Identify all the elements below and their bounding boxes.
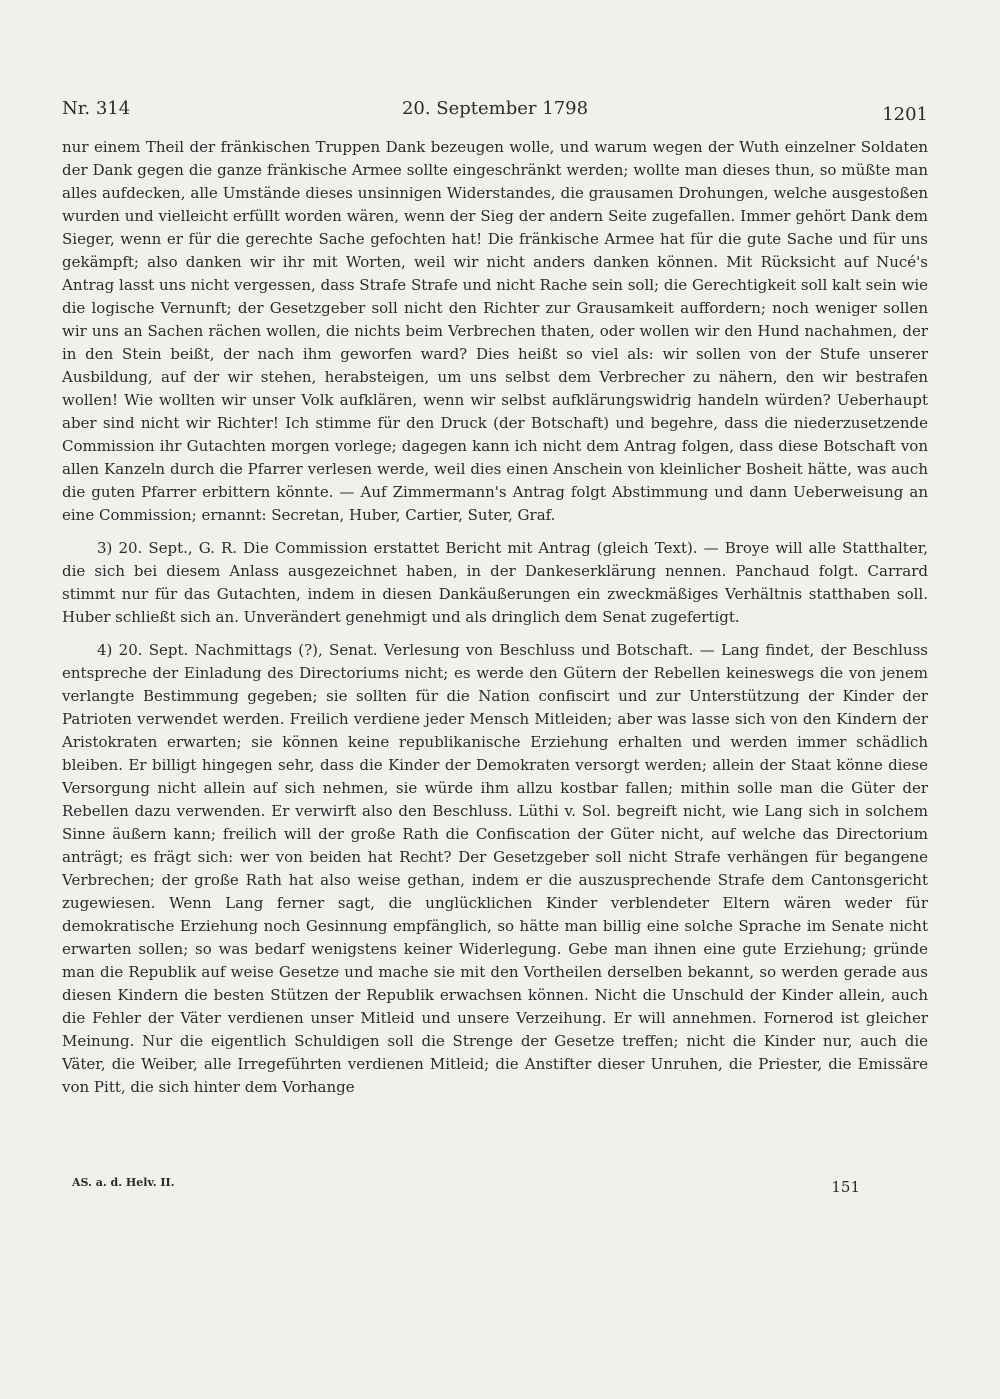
paragraph-item-4: 4) 20. Sept. Nachmittags (?), Senat. Verlesung von Beschluss und Botschaft. — Lang findet, der Beschluss entspreche der Einladung des Directoriums nicht; es werde den Gütern der Rebellen keineswegs die von jenem verlangte Bestimmung gegeben; sie sollten für die Nation confiscirt und zur Unterstützung der Kinder der Patrioten verwendet werden. Freilich verdiene jeder Mensch Mitleiden; aber was lasse sich von den Kindern der Aristokraten erwarten; sie können keine republikanische Erziehung erhalten und werden immer schädlich bleiben. Er billigt hingegen sehr, dass die Kinder der Demokraten versorgt werden; allein der Staat könne diese Versorgung nicht allein auf sich nehmen, sie würde ihm allzu kostbar fallen; mithin solle man die Güter der Rebellen dazu verwenden. Er verwirft also den Beschluss. Lüthi v. Sol. begreift nicht, wie Lang sich in solchem Sinne äußern kann; freilich will der große Rath die Confiscation der Güter nicht, auf welche das Directorium anträgt; es frägt sich: wer von beiden hat Recht? Der Gesetzgeber soll nicht Strafe verhängen für begangene Verbrechen; der große Rath hat also weise gethan, indem er die auszusprechende Strafe dem Cantonsgericht zugewiesen. Wenn Lang ferner sagt, die unglücklichen Kinder verblendeter Eltern wären weder für demokratische Erziehung noch Gesinnung empfänglich, so hätte man billig eine solche Sprache im Senate nicht erwarten sollen; so was bedarf wenigstens keiner Widerlegung. Gebe man ihnen eine gute Erziehung; gründe man die Republik auf weise Gesetze und mache sie mit den Vortheilen derselben bekannt, so werden gerade aus diesen Kindern die besten Stützen der Republik erwachsen können. Nicht die Unschuld der Kinder allein, auch die Fehler der Väter verdienen unser Mitleid und unsere Verzeihung. Er will annehmen. Fornerod ist gleicher Meinung. Nur die eigentlich Schuldigen soll die Strenge der Gesetze treffen; nicht die Kinder nur, auch die Väter, die Weiber, alle Irregeführten verdienen Mitleid; die Anstifter dieser Unruhen, die Priester, die Emissäre von Pitt, die sich hinter dem Vorhange <box>62 641 928 1096</box>
sheet-number: 151 <box>831 1178 860 1196</box>
page-number: 1201 <box>882 104 928 125</box>
running-header <box>62 98 928 126</box>
document-number: Nr. 314 <box>62 98 131 119</box>
page-footer <box>72 1168 860 1198</box>
paragraph-item-3: 3) 20. Sept., G. R. Die Commission erstattet Bericht mit Antrag (gleich Text). — Broye will alle Statthalter, die sich bei diesem Anlass ausgezeichnet haben, in der Dankeserklärung nennen. Panchaud folgt. Carrard stimmt nur für das Gutachten, indem in diesen Dankäußerungen ein zweckmäßiges Verhältnis statthaben soll. Huber schließt sich an. Unverändert genehmigt und als dringlich dem Senat zugefertigt. <box>62 539 928 626</box>
header-date: 20. September 1798 <box>401 98 589 119</box>
body-text <box>62 136 928 1099</box>
paragraph-continuation: nur einem Theil der fränkischen Truppen Dank bezeugen wolle, und warum wegen der Wuth einzelner Soldaten der Dank gegen die ganze fränkische Armee sollte eingeschränkt werden; wollte man dieses thun, so müßte man alles aufdecken, alle Umstände dieses unsinnigen Widerstandes, die grausamen Drohungen, welche ausgestoßen wurden und vielleicht erfüllt worden wären, wenn der Sieg der andern Seite zugefallen. Immer gehört Dank dem Sieger, wenn er für die gerechte Sache gefochten hat! Die fränkische Armee hat für die gute Sache und für uns gekämpft; also danken wir ihr mit Worten, weil wir nicht anders danken können. Mit Rücksicht auf Nucé's Antrag lasst uns nicht vergessen, dass Strafe Strafe und nicht Rache sein soll; die Gerechtigkeit soll kalt sein wie die logische Vernunft; der Gesetzgeber soll nicht den Richter zur Grausamkeit auffordern; noch weniger sollen wir uns an Sachen rächen wollen, die nichts beim Verbrechen thaten, oder wollen wir den Hund nachahmen, der in den Stein beißt, der nach ihm geworfen ward? Dies heißt so viel als: wir sollen von der Stufe unserer Ausbildung, auf der wir stehen, herabsteigen, um uns selbst dem Verbrecher zu nähern, den wir bestrafen wollen! Wie wollten wir unser Volk aufklären, wenn wir selbst aufklärungswidrig handeln würden? Ueberhaupt aber sind nicht wir Richter! Ich stimme für den Druck (der Botschaft) und begehre, dass die niederzusetzende Commission ihr Gutachten morgen vorlege; dagegen kann ich nicht dem Antrag folgen, dass diese Botschaft von allen Kanzeln durch die Pfarrer verlesen werde, weil dies einen Anschein von kleinlicher Bosheit hätte, was auch die guten Pfarrer erbittern könnte. — Auf Zimmermann's Antrag folgt Abstimmung und dann Ueberweisung an eine Commission; ernannt: Secretan, Huber, Cartier, Suter, Graf. <box>62 138 928 524</box>
footer-sigle: AS. a. d. Helv. II. <box>72 1176 175 1189</box>
